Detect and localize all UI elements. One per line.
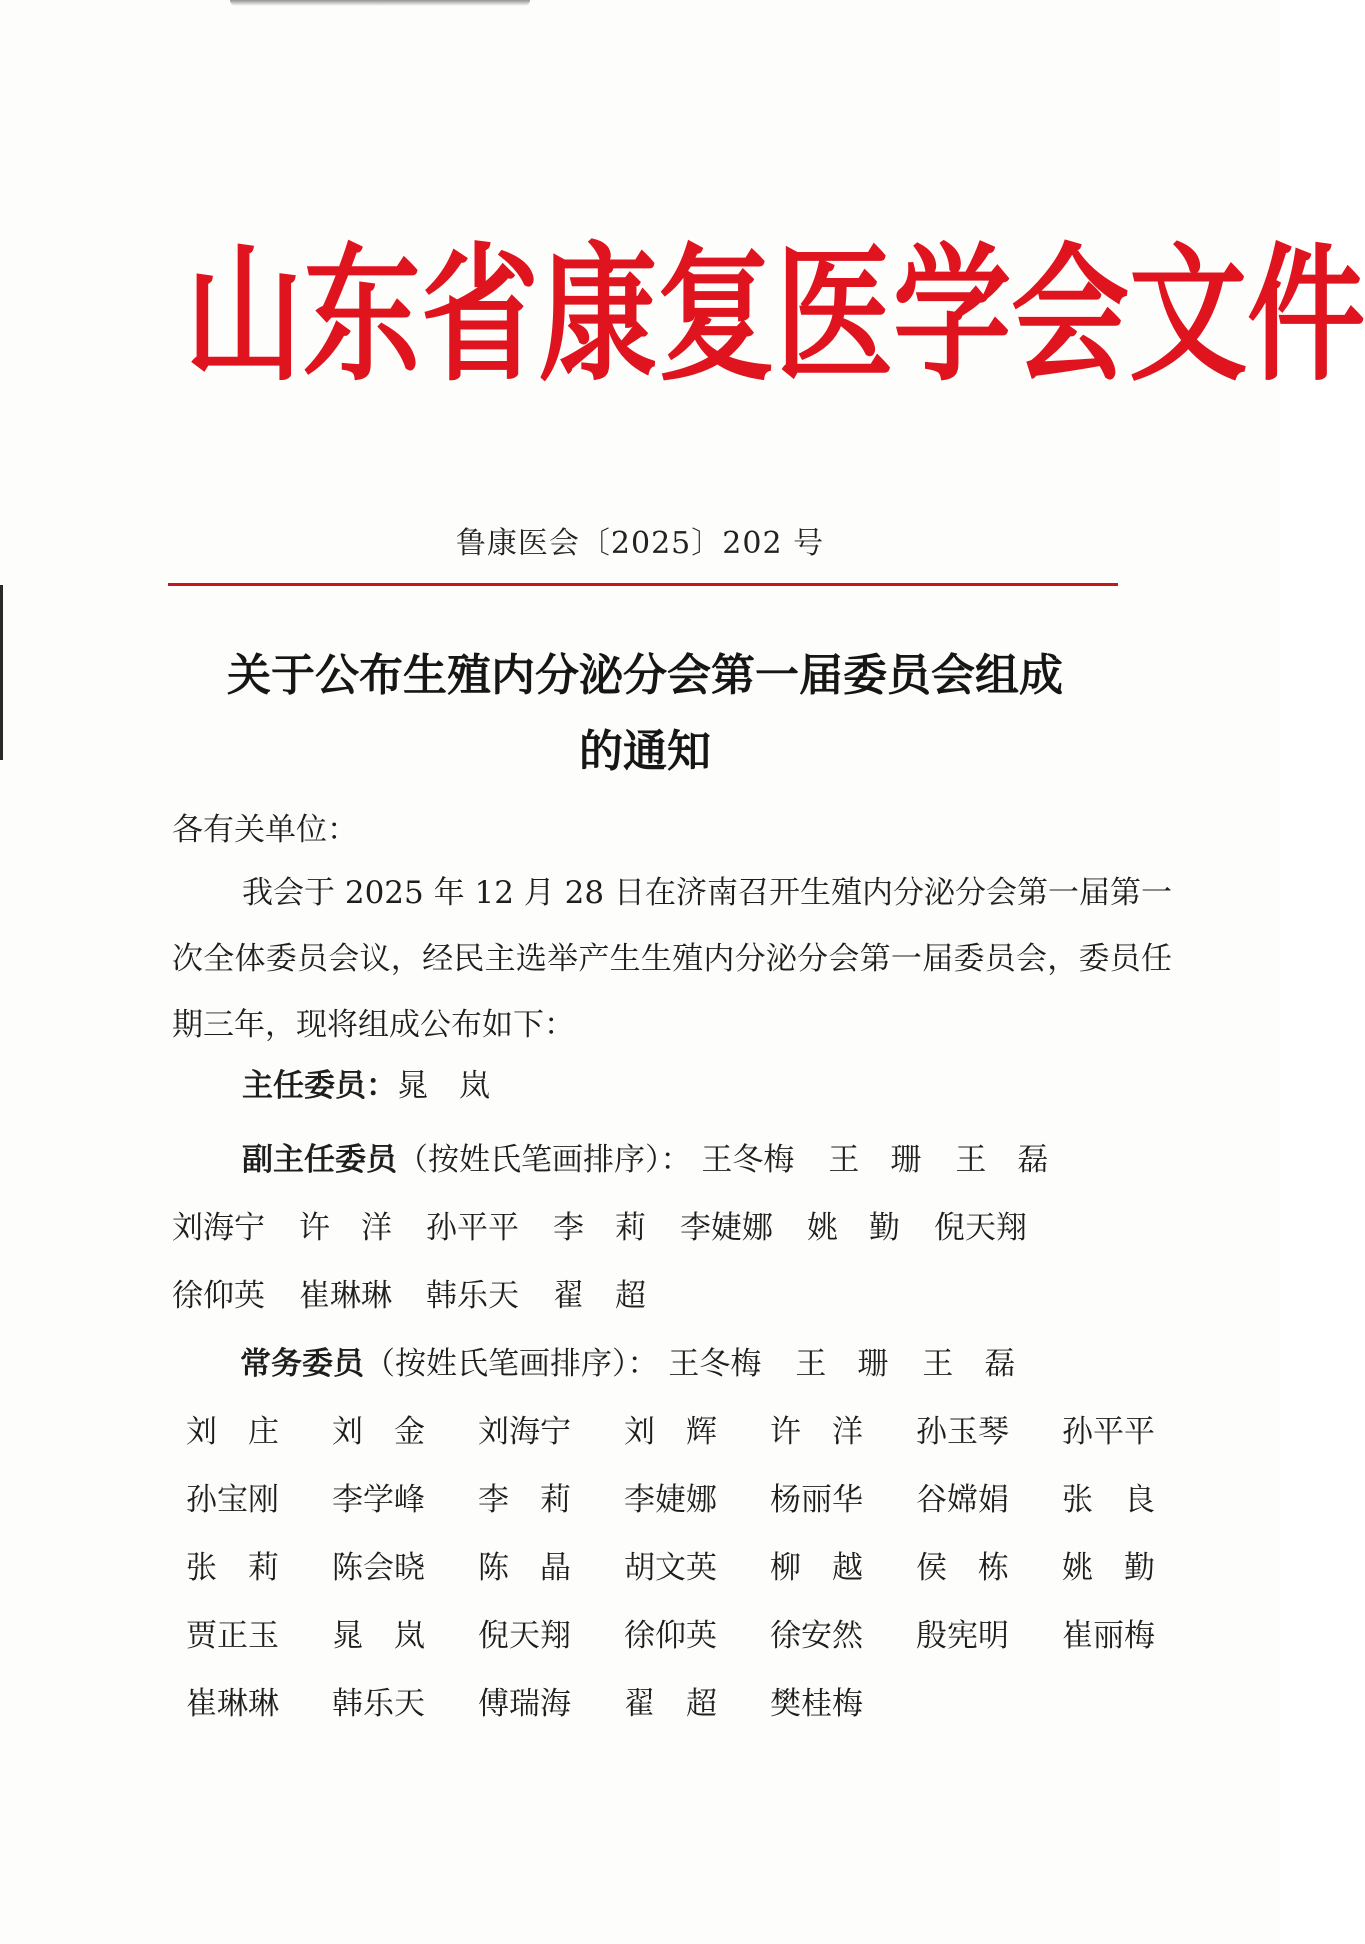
standing-members-note: （按姓氏笔画排序）： (364, 1346, 659, 1382)
vice-chairs-note: （按姓氏笔画排序）： (397, 1142, 692, 1178)
vice-chair-name: 崔琳琳 (299, 1278, 392, 1314)
vice-chair-name: 李 莉 (553, 1210, 646, 1246)
standing-member-name: 刘海宁 (478, 1414, 571, 1450)
standing-members-label: 常务委员 (240, 1346, 364, 1382)
notice-title (150, 638, 1140, 790)
vice-chairs-first-line (172, 1126, 1172, 1194)
masthead-char: 文 (1129, 228, 1248, 402)
standing-member-name: 刘 庄 (186, 1414, 279, 1450)
standing-member-name: 傅瑞海 (478, 1686, 571, 1722)
standing-member-name: 刘 金 (332, 1414, 425, 1450)
vice-chairs-names (172, 1194, 1172, 1330)
masthead-char: 会 (1011, 228, 1130, 402)
masthead-char: 省 (421, 228, 540, 402)
masthead-char: 康 (539, 228, 658, 402)
vice-chair-name: 孙平平 (426, 1210, 519, 1246)
standing-member-name: 陈 晶 (478, 1550, 571, 1586)
chair-label: 主任委员： (242, 1068, 397, 1104)
standing-member-name: 王 磊 (922, 1346, 1016, 1382)
vice-chair-name: 王 珊 (828, 1142, 922, 1178)
body-paragraph: 我会于 2025 年 12 月 28 日在济南召开生殖内分泌分会第一届第一次全体委员会议，经民主选举产生生殖内分泌分会第一届委员会，委员任期三年，现将组成公布如下： (172, 875, 1172, 1043)
masthead-char: 医 (775, 228, 894, 402)
standing-member-name: 孙宝刚 (186, 1482, 279, 1518)
standing-member-name: 谷嫦娟 (916, 1482, 1009, 1518)
standing-member-name: 王冬梅 (668, 1346, 762, 1382)
document-number: 鲁康医会〔2025〕202 号 (455, 526, 825, 561)
red-divider (168, 583, 1118, 586)
standing-member-name: 孙平平 (1062, 1414, 1155, 1450)
vice-chair-name: 李婕娜 (680, 1210, 773, 1246)
standing-member-name: 晁 岚 (332, 1618, 425, 1654)
salutation: 各有关单位： (172, 812, 358, 848)
scan-shadow (230, 0, 530, 6)
vice-chair-name: 王 磊 (955, 1142, 1049, 1178)
scan-edge (0, 585, 3, 760)
standing-member-name: 徐仰英 (624, 1618, 717, 1654)
standing-member-name: 李 莉 (478, 1482, 571, 1518)
standing-member-name: 殷宪明 (916, 1618, 1009, 1654)
title-line-1: 关于公布生殖内分泌分会第一届委员会组成 (227, 650, 1063, 701)
standing-member-name: 刘 辉 (624, 1414, 717, 1450)
vice-chair-name: 王冬梅 (701, 1142, 795, 1178)
vice-chair-name: 倪天翔 (934, 1210, 1027, 1246)
masthead-char: 学 (893, 228, 1012, 402)
standing-member-name: 崔琳琳 (186, 1686, 279, 1722)
vice-chairs-section (172, 1126, 1172, 1330)
masthead-char: 山 (185, 228, 304, 402)
standing-member-name: 柳 越 (770, 1550, 863, 1586)
standing-member-name: 李学峰 (332, 1482, 425, 1518)
vice-chair-name: 刘海宁 (172, 1210, 265, 1246)
vice-chairs-label: 副主任委员 (242, 1142, 397, 1178)
standing-member-name: 陈会晓 (332, 1550, 425, 1586)
masthead-char: 东 (303, 228, 422, 402)
title-line-2: 的通知 (579, 726, 711, 777)
standing-member-name: 翟 超 (624, 1686, 717, 1722)
standing-member-name: 许 洋 (770, 1414, 863, 1450)
vice-chair-name: 姚 勤 (807, 1210, 900, 1246)
masthead-char: 复 (657, 228, 776, 402)
masthead-title (185, 228, 1365, 402)
standing-member-name: 徐安然 (770, 1618, 863, 1654)
standing-member-name: 张 莉 (186, 1550, 279, 1586)
standing-member-name: 李婕娜 (624, 1482, 717, 1518)
standing-member-name: 侯 栋 (916, 1550, 1009, 1586)
standing-member-name: 孙玉琴 (916, 1414, 1009, 1450)
standing-member-name: 崔丽梅 (1062, 1618, 1155, 1654)
vice-chair-name: 韩乐天 (426, 1278, 519, 1314)
standing-member-name: 贾正玉 (186, 1618, 279, 1654)
standing-member-name: 杨丽华 (770, 1482, 863, 1518)
vice-chair-name: 徐仰英 (172, 1278, 265, 1314)
standing-member-name: 姚 勤 (1062, 1550, 1155, 1586)
standing-member-name: 韩乐天 (332, 1686, 425, 1722)
chair-name: 晁 岚 (397, 1068, 490, 1104)
standing-member-name: 王 珊 (795, 1346, 889, 1382)
standing-member-name: 樊桂梅 (770, 1686, 863, 1722)
chair-line (242, 1060, 490, 1105)
standing-members-grid (172, 1398, 1192, 1738)
standing-members-section (172, 1330, 1192, 1738)
standing-member-name: 倪天翔 (478, 1618, 571, 1654)
vice-chair-name: 翟 超 (553, 1278, 646, 1314)
standing-member-name: 张 良 (1062, 1482, 1155, 1518)
masthead-char: 件 (1247, 228, 1365, 402)
standing-members-first-line (172, 1330, 1192, 1398)
vice-chair-name: 许 洋 (299, 1210, 392, 1246)
standing-member-name: 胡文英 (624, 1550, 717, 1586)
